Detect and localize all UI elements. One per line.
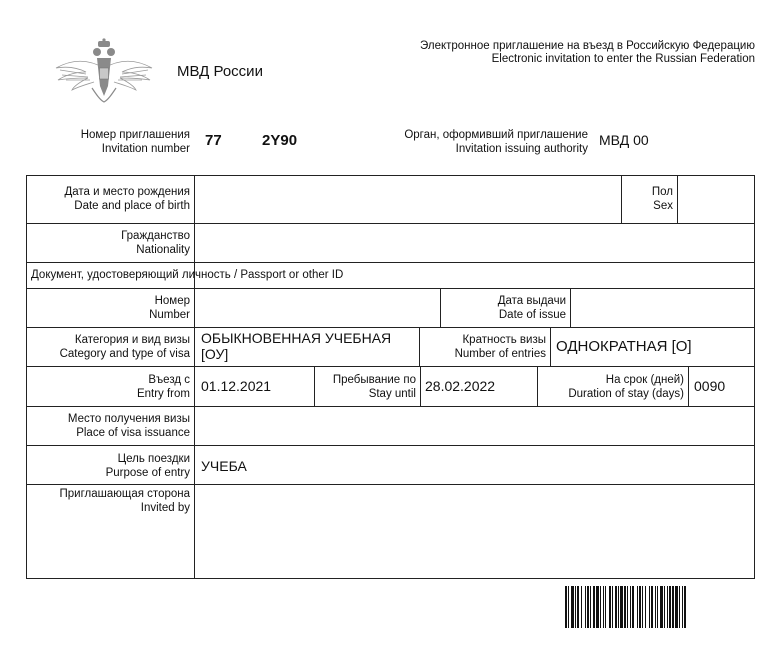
stay-until-label-ru: Пребывание по bbox=[332, 374, 416, 386]
nationality-label-en: Nationality bbox=[136, 244, 190, 256]
inviter-label bbox=[27, 487, 190, 515]
column-divider bbox=[688, 366, 689, 406]
nationality-label bbox=[27, 229, 190, 257]
stay-until-label-en: Stay until bbox=[368, 388, 416, 400]
column-divider bbox=[570, 288, 571, 327]
birth-label bbox=[27, 185, 190, 213]
document-title bbox=[420, 40, 755, 66]
duration-label-ru: На срок (дней) bbox=[605, 374, 684, 386]
entries-label bbox=[421, 333, 546, 361]
doc-number-label-en: Number bbox=[149, 309, 190, 321]
visa-place-label bbox=[27, 412, 190, 440]
purpose-label-en: Purpose of entry bbox=[105, 467, 190, 479]
entries-label-en: Number of entries bbox=[454, 348, 546, 360]
invitation-number-part1: 77 bbox=[205, 132, 222, 149]
stay-until-value: 28.02.2022 bbox=[425, 378, 496, 394]
column-divider bbox=[314, 366, 315, 406]
visa-place-label-ru: Место получения визы bbox=[67, 413, 190, 425]
entry-from-label bbox=[27, 373, 190, 401]
invitation-number-part2: 2Y90 bbox=[262, 132, 298, 149]
visa-category-label-en: Category and type of visa bbox=[59, 348, 190, 360]
visa-category-label-ru: Категория и вид визы bbox=[74, 334, 190, 346]
column-divider bbox=[621, 176, 622, 223]
double-headed-eagle-emblem-icon bbox=[50, 38, 158, 104]
doc-number-label bbox=[27, 294, 190, 322]
doc-issue-date-label bbox=[442, 294, 566, 322]
invitation-form bbox=[26, 175, 755, 579]
purpose-value: УЧЕБА bbox=[201, 458, 247, 474]
entries-value: ОДНОКРАТНАЯ [О] bbox=[556, 338, 692, 355]
visa-category-label bbox=[27, 333, 190, 361]
invitation-number-label bbox=[60, 128, 190, 156]
column-divider bbox=[550, 327, 551, 366]
entry-from-label-ru: Въезд с bbox=[148, 374, 190, 386]
document-title-ru: Электронное приглашение на въезд в Российскую Федерацию bbox=[419, 40, 755, 52]
org-name: МВД России bbox=[177, 63, 263, 80]
row-divider bbox=[27, 327, 754, 328]
column-divider bbox=[194, 288, 195, 579]
invitation-number-label-ru: Номер приглашения bbox=[80, 129, 190, 141]
row-divider bbox=[27, 288, 754, 289]
document-section-header: Документ, удостоверяющий личность / Passport or other ID bbox=[31, 269, 344, 281]
entry-from-label-en: Entry from bbox=[136, 388, 190, 400]
duration-label-en: Duration of stay (days) bbox=[568, 388, 684, 400]
row-divider bbox=[27, 445, 754, 446]
issuing-authority-label-ru: Орган, оформивший приглашение bbox=[404, 129, 588, 141]
column-divider bbox=[440, 288, 441, 327]
issuing-authority-value: МВД 00 bbox=[599, 132, 649, 148]
inviter-label-ru: Приглашающая сторона bbox=[59, 488, 190, 500]
nationality-label-ru: Гражданство bbox=[121, 230, 190, 242]
barcode-icon bbox=[565, 586, 747, 632]
birth-label-ru: Дата и место рождения bbox=[64, 186, 190, 198]
visa-category-value: ОБЫКНОВЕННАЯ УЧЕБНАЯ [ОУ] bbox=[201, 330, 392, 362]
inviter-label-en: Invited by bbox=[140, 502, 190, 514]
issuing-authority-label-en: Invitation issuing authority bbox=[455, 143, 588, 155]
birth-label-en: Date and place of birth bbox=[74, 200, 190, 212]
row-divider bbox=[27, 366, 754, 367]
doc-issue-date-label-en: Date of issue bbox=[498, 309, 566, 321]
issuing-authority-label bbox=[380, 128, 588, 156]
invitation-number-label-en: Invitation number bbox=[101, 143, 190, 155]
doc-issue-date-label-ru: Дата выдачи bbox=[497, 295, 566, 307]
stay-until-label bbox=[316, 373, 416, 401]
row-divider bbox=[27, 262, 754, 263]
row-divider bbox=[27, 223, 754, 224]
document-title-en: Electronic invitation to enter the Russian Federation bbox=[491, 53, 755, 65]
sex-label bbox=[623, 185, 673, 213]
duration-value: 0090 bbox=[694, 378, 726, 394]
sex-label-ru: Пол bbox=[651, 186, 673, 198]
purpose-label-ru: Цель поездки bbox=[117, 453, 190, 465]
visa-place-label-en: Place of visa issuance bbox=[76, 427, 190, 439]
column-divider bbox=[420, 366, 421, 406]
column-divider bbox=[677, 176, 678, 223]
entries-label-ru: Кратность визы bbox=[462, 334, 546, 346]
row-divider bbox=[27, 484, 754, 485]
doc-number-label-ru: Номер bbox=[154, 295, 190, 307]
duration-label bbox=[539, 373, 684, 401]
row-divider bbox=[27, 406, 754, 407]
purpose-label bbox=[27, 452, 190, 480]
sex-label-en: Sex bbox=[653, 200, 673, 212]
entry-from-value: 01.12.2021 bbox=[201, 378, 272, 394]
column-divider bbox=[419, 327, 420, 366]
column-divider bbox=[537, 366, 538, 406]
